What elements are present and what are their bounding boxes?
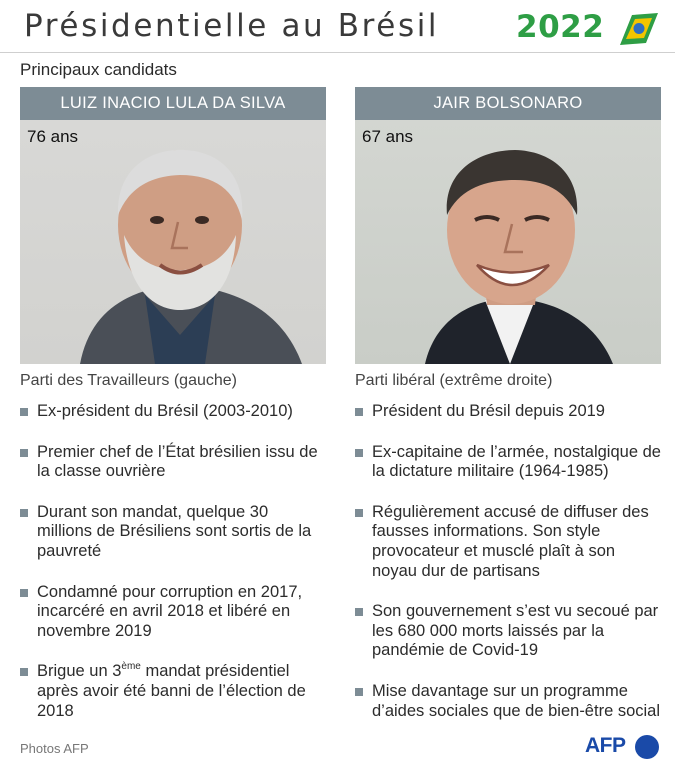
list-item (355, 602, 661, 661)
fact-text: Son gouvernement s’est vu secoué par les 680 000 morts laissés par la pandémie de Covid-19 (372, 602, 659, 660)
candidate-age: 67 ans (362, 127, 414, 146)
fact-text: Ex-capitaine de l’armée, nostalgique de la dictature militaire (1964-1985) (372, 442, 661, 481)
page-title: Présidentielle au Brésil (24, 8, 440, 44)
list-item (20, 503, 326, 562)
bullet-icon (20, 449, 28, 457)
year-label: 2022 (516, 9, 605, 45)
candidate-party: Parti libéral (extrême droite) (355, 372, 553, 389)
bullet-icon (355, 509, 363, 517)
list-item (355, 443, 661, 482)
photo-credit: Photos AFP (20, 741, 89, 756)
afp-logo (585, 733, 665, 761)
bullet-icon (20, 408, 28, 416)
candidate-facts-list (20, 402, 326, 721)
fact-text: Régulièrement accusé de diffuser des fausses informations. Son style provocateur et musclé plaît à son noyau dur de partisans (372, 502, 649, 580)
bullet-icon (20, 668, 28, 676)
candidate-facts-list (355, 402, 661, 721)
fact-text: Ex-président du Brésil (2003-2010) (37, 402, 293, 420)
afp-logo-dot-icon (635, 735, 659, 759)
list-item (20, 662, 326, 721)
list-item (355, 503, 661, 581)
fact-text: Durant son mandat, quelque 30 millions de Brésiliens sont sortis de la pauvreté (37, 502, 312, 560)
fact-text: Brigue un 3ème mandat présidentiel après avoir été banni de l’élection de 2018 (37, 661, 306, 720)
candidate-card-bolsonaro (355, 87, 661, 742)
election-2022-logo (516, 6, 662, 48)
fact-text: Condamné pour corruption en 2017, incarcéré en avril 2018 et libéré en novembre 2019 (37, 582, 303, 640)
bullet-icon (355, 408, 363, 416)
candidate-name: LUIZ INACIO LULA DA SILVA (20, 87, 326, 120)
bullet-icon (355, 688, 363, 696)
header-divider (0, 52, 675, 53)
candidate-photo-lula (20, 120, 326, 364)
fact-text: Président du Brésil depuis 2019 (372, 402, 605, 420)
portrait-bolsonaro-image (355, 120, 661, 364)
bullet-icon (355, 449, 363, 457)
bullet-icon (355, 608, 363, 616)
brazil-flag-icon (616, 11, 660, 47)
candidate-name: JAIR BOLSONARO (355, 87, 661, 120)
list-item (355, 682, 661, 721)
fact-text: Mise davantage sur un programme d’aides sociales que de bien-être social (372, 681, 661, 720)
subtitle: Principaux candidats (20, 60, 177, 79)
candidate-party: Parti des Travailleurs (gauche) (20, 372, 237, 389)
list-item (20, 443, 326, 482)
list-item (20, 583, 326, 642)
bullet-icon (20, 589, 28, 597)
list-item (20, 402, 326, 422)
fact-text: Premier chef de l’État brésilien issu de la classe ouvrière (37, 442, 318, 481)
candidate-age: 76 ans (27, 127, 79, 146)
portrait-lula-image (20, 120, 326, 364)
candidate-photo-bolsonaro (355, 120, 661, 364)
afp-logo-text: AFP (585, 734, 626, 757)
list-item (355, 402, 661, 422)
bullet-icon (20, 509, 28, 517)
candidate-card-lula (20, 87, 326, 742)
